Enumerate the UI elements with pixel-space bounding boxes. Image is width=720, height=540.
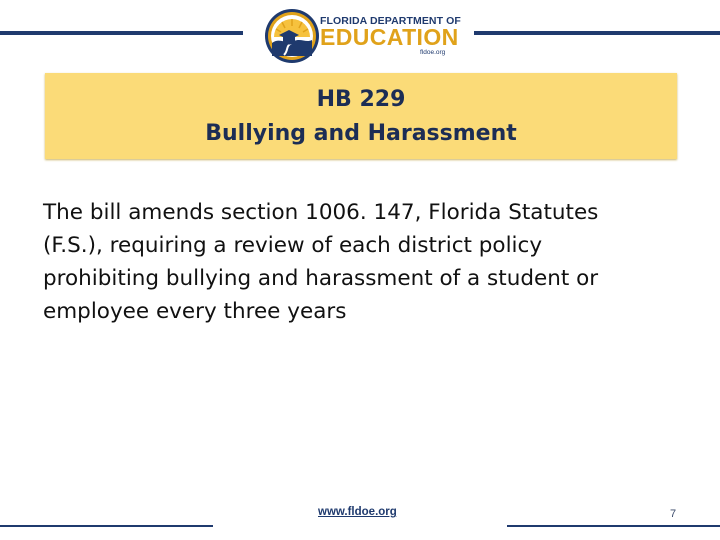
header-rule-left — [0, 31, 243, 35]
header-rule-right — [474, 31, 720, 35]
slide-title-bill-number: HB 229 — [316, 87, 406, 112]
logo-text-domain: fldoe.org — [420, 49, 446, 56]
slide-title-topic: Bullying and Harassment — [205, 121, 517, 146]
title-banner — [45, 73, 677, 159]
slide-page-number: 7 — [670, 508, 677, 520]
fldoe-logo — [262, 6, 462, 66]
fldoe-seal-icon — [262, 6, 322, 66]
logo-text-department: FLORIDA DEPARTMENT OF — [320, 15, 461, 27]
footer-website-link[interactable]: www.fldoe.org — [318, 506, 397, 518]
footer-rule-right — [507, 525, 720, 527]
footer-rule-left — [0, 525, 213, 527]
logo-text-education: EDUCATION — [320, 24, 459, 50]
slide-body-text: The bill amends section 1006. 147, Florida Statutes (F.S.), requiring a review of each district policy prohibiting bullying and harassment of a student or employee every three years — [43, 200, 599, 324]
